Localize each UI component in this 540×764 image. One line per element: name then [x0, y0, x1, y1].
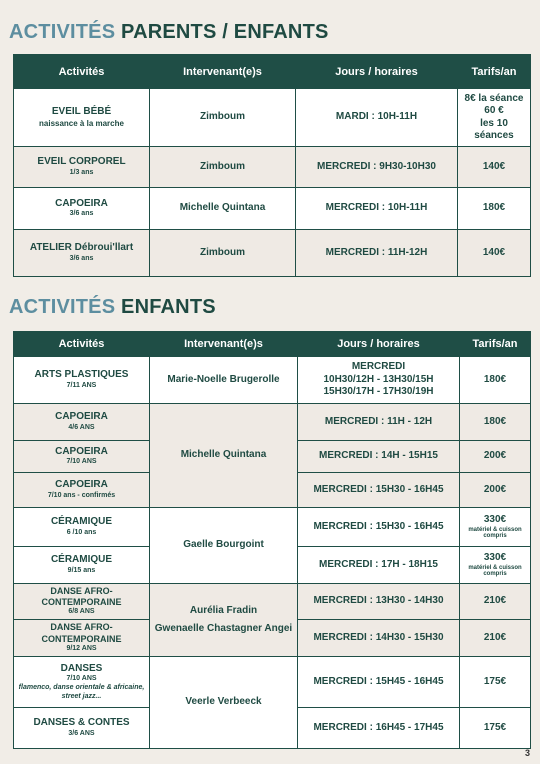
table-parents-enfants: [13, 54, 531, 277]
tarif-note: matériel & cuisson compris: [468, 564, 522, 578]
activity-sub-detail: flamenco, danse orientale & africaine,: [18, 683, 145, 691]
activity-sub: 3/6 ans: [69, 210, 94, 218]
teacher-cell: [150, 584, 298, 657]
activity-sub: 6/8 ANS: [68, 608, 95, 616]
activity-sub: naissance à la marche: [39, 118, 124, 128]
table-row: [14, 147, 531, 188]
activity-cell: [14, 547, 150, 584]
tarif-cell: 210€: [460, 620, 531, 657]
schedule-cell: [298, 357, 460, 404]
activity-name: CAPOEIRA: [55, 197, 108, 209]
activity-cell: [14, 708, 150, 749]
schedule-cell: MERCREDI : 10H-11H: [296, 188, 458, 230]
tarif-cell: [460, 547, 531, 584]
table-enfants: [13, 331, 531, 749]
header-tarifs: Tarifs/an: [460, 332, 531, 357]
tarif-cell: 180€: [458, 188, 531, 230]
activity-cell: [14, 404, 150, 441]
schedule-cell: MERCREDI : 14H - 15H15: [298, 441, 460, 473]
activity-cell: [14, 147, 150, 188]
tarif-cell: [460, 508, 531, 547]
activity-name: CÉRAMIQUE: [50, 516, 113, 528]
activity-name: CAPOEIRA: [55, 445, 108, 457]
header-intervenants: Intervenant(e)s: [150, 332, 298, 357]
header-activites: Activités: [14, 55, 150, 89]
activity-name: CÉRAMIQUE: [50, 554, 113, 566]
schedule-cell: MERCREDI : 11H-12H: [296, 230, 458, 277]
teacher-cell: Marie-Noelle Brugerolle: [150, 357, 298, 404]
activity-name: DANSE AFRO-CONTEMPORAINE: [41, 585, 122, 608]
activity-sub: 7/10 ANS: [66, 675, 97, 683]
table-row: [14, 404, 531, 441]
schedule-cell: MERCREDI : 13H30 - 14H30: [298, 584, 460, 620]
schedule-line: 10H30/12H - 13H30/15H: [323, 373, 434, 385]
activity-name: EVEIL BÉBÉ: [51, 106, 112, 118]
table-header: [14, 332, 531, 357]
activity-cell: [14, 89, 150, 147]
tarif-line: 8€ la séance: [464, 92, 524, 104]
schedule-cell: MERCREDI : 15H30 - 16H45: [298, 473, 460, 508]
teacher-cell: Zimboum: [150, 147, 296, 188]
title-rest: PARENTS / ENFANTS: [121, 21, 329, 43]
activity-name: DANSE AFRO-CONTEMPORAINE: [41, 622, 122, 644]
header-jours-horaires: Jours / horaires: [296, 55, 458, 89]
header-jours-horaires: Jours / horaires: [298, 332, 460, 357]
tarif-value: 330€: [483, 552, 507, 564]
tarif-cell: 180€: [460, 404, 531, 441]
activity-cell: [14, 230, 150, 277]
activity-name: DANSES & CONTES: [33, 717, 130, 729]
activity-cell: [14, 584, 150, 620]
tarif-cell: 200€: [460, 441, 531, 473]
activity-sub: 6 /10 ans: [66, 528, 97, 536]
table-row: [14, 188, 531, 230]
teacher-name: Gwenaelle Chastagner Angei: [154, 622, 293, 634]
activity-name: ARTS PLASTIQUES: [34, 369, 129, 381]
tarif-cell: [458, 89, 531, 147]
tarif-cell: 175€: [460, 657, 531, 708]
schedule-cell: MARDI : 10H-11H: [296, 89, 458, 147]
tarif-cell: 210€: [460, 584, 531, 620]
header-tarifs: Tarifs/an: [458, 55, 531, 89]
page-number: 3: [524, 748, 530, 758]
table-row: [14, 357, 531, 404]
activity-cell: [14, 657, 150, 708]
title-rest: ENFANTS: [121, 296, 216, 318]
title-accent: ACTIVITÉS: [9, 296, 116, 318]
activity-sub: 4/6 ANS: [68, 423, 95, 431]
activity-sub: 1/3 ans: [69, 168, 94, 176]
schedule-cell: MERCREDI : 17H - 18H15: [298, 547, 460, 584]
section-title-parents-enfants: [9, 21, 329, 44]
activity-cell: [14, 441, 150, 473]
teacher-cell: Zimboum: [150, 230, 296, 277]
tarif-value: 330€: [483, 514, 507, 526]
title-accent: ACTIVITÉS: [9, 21, 116, 43]
activity-name: EVEIL CORPOREL: [37, 156, 126, 168]
table-row: [14, 89, 531, 147]
tarif-cell: 140€: [458, 230, 531, 277]
header-activites: Activités: [14, 332, 150, 357]
teacher-cell: Michelle Quintana: [150, 404, 298, 508]
activity-cell: [14, 508, 150, 547]
teacher-name: Aurélia Fradin: [189, 605, 258, 616]
schedule-cell: MERCREDI : 15H45 - 16H45: [298, 657, 460, 708]
table-row: [14, 508, 531, 547]
tarif-line: les 10 séances: [474, 117, 514, 141]
table-row: [14, 230, 531, 277]
activity-sub: 7/10 ANS: [66, 458, 97, 466]
activity-name: CAPOEIRA: [55, 411, 108, 423]
activity-sub: 9/15 ans: [67, 566, 96, 574]
schedule-cell: MERCREDI : 11H - 12H: [298, 404, 460, 441]
table-row: [14, 657, 531, 708]
tarif-cell: 140€: [458, 147, 531, 188]
activity-sub: 7/10 ans - confirmés: [47, 491, 116, 499]
schedule-line: MERCREDI: [351, 361, 406, 373]
header-intervenants: Intervenant(e)s: [150, 55, 296, 89]
activity-sub-detail: street jazz...: [61, 692, 102, 700]
schedule-cell: MERCREDI : 16H45 - 17H45: [298, 708, 460, 749]
tarif-cell: 200€: [460, 473, 531, 508]
schedule-line: 15H30/17H - 17H30/19H: [323, 386, 434, 398]
activity-sub: 3/6 ans: [69, 254, 94, 262]
activity-sub: 9/12 ANS: [66, 644, 97, 652]
activity-cell: [14, 357, 150, 404]
activity-cell: [14, 188, 150, 230]
table-row: [14, 584, 531, 620]
tarif-cell: 175€: [460, 708, 531, 749]
tarif-note: matériel & cuisson compris: [468, 526, 522, 540]
section-title-enfants: [9, 296, 216, 319]
teacher-cell: Michelle Quintana: [150, 188, 296, 230]
teacher-cell: Zimboum: [150, 89, 296, 147]
schedule-cell: MERCREDI : 15H30 - 16H45: [298, 508, 460, 547]
table-header: [14, 55, 531, 89]
teacher-cell: Gaelle Bourgoint: [150, 508, 298, 584]
tarif-line: 60 €: [484, 105, 504, 116]
activity-cell: [14, 620, 150, 657]
schedule-cell: MERCREDI : 14H30 - 15H30: [298, 620, 460, 657]
tarif-cell: 180€: [460, 357, 531, 404]
activity-cell: [14, 473, 150, 508]
activity-name: DANSES: [60, 662, 103, 674]
teacher-cell: Veerle Verbeeck: [150, 657, 298, 749]
schedule-cell: MERCREDI : 9H30-10H30: [296, 147, 458, 188]
activity-sub: 7/11 ANS: [66, 381, 97, 389]
activity-name: CAPOEIRA: [55, 479, 108, 491]
activity-sub: 3/6 ANS: [68, 729, 95, 737]
activity-name: ATELIER Débroui'llart: [29, 242, 134, 254]
